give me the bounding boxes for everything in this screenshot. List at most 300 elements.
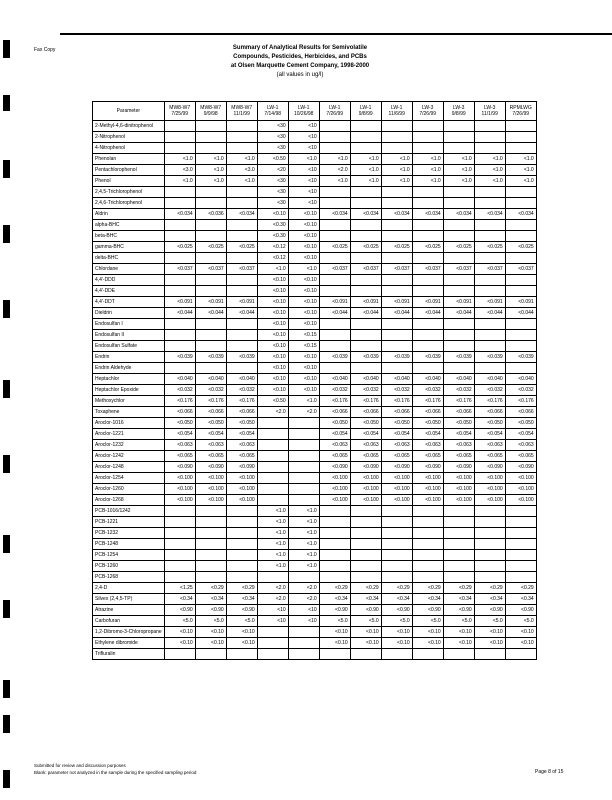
- result-value: [412, 561, 443, 572]
- result-value: [226, 330, 257, 341]
- result-value: [381, 319, 412, 330]
- result-value: [164, 253, 195, 264]
- result-value: <0.034: [164, 209, 195, 220]
- result-value: [195, 143, 226, 154]
- result-value: <30: [257, 198, 288, 209]
- result-value: <0.034: [350, 209, 381, 220]
- result-value: <0.034: [319, 209, 350, 220]
- result-value: [257, 473, 288, 484]
- result-value: <0.040: [164, 374, 195, 385]
- result-value: <1.0: [288, 528, 319, 539]
- result-value: [226, 517, 257, 528]
- table-row: [93, 506, 537, 517]
- result-value: [164, 198, 195, 209]
- result-value: <0.90: [226, 605, 257, 616]
- result-value: <0.054: [319, 429, 350, 440]
- result-value: <0.032: [195, 385, 226, 396]
- result-value: <0.100: [226, 473, 257, 484]
- table-row: [93, 418, 537, 429]
- result-value: [164, 132, 195, 143]
- parameter-name: 4,4'-DDD: [93, 275, 165, 286]
- result-value: [443, 198, 474, 209]
- result-value: [164, 121, 195, 132]
- result-value: <0.10: [381, 638, 412, 649]
- result-value: <0.044: [226, 308, 257, 319]
- result-value: [443, 275, 474, 286]
- parameter-name: 4,4'-DDT: [93, 297, 165, 308]
- result-value: <0.063: [381, 440, 412, 451]
- result-value: [164, 517, 195, 528]
- result-value: <0.100: [443, 473, 474, 484]
- result-value: [195, 319, 226, 330]
- result-value: [474, 286, 505, 297]
- result-value: [319, 220, 350, 231]
- result-value: <0.100: [505, 495, 536, 506]
- parameter-name: 2-Methyl-4,6-dinitrophenol: [93, 121, 165, 132]
- result-value: <0.176: [226, 396, 257, 407]
- result-value: [350, 220, 381, 231]
- parameter-name: 2,4-D: [93, 583, 165, 594]
- result-value: <0.90: [412, 605, 443, 616]
- table-row: [93, 176, 537, 187]
- result-value: [164, 220, 195, 231]
- footer-note: Submitted for review and discussion purposes: [34, 763, 126, 768]
- result-value: <0.29: [443, 583, 474, 594]
- table-row: [93, 220, 537, 231]
- result-value: [319, 231, 350, 242]
- result-value: [505, 539, 536, 550]
- result-value: [288, 451, 319, 462]
- scan-mark: [3, 535, 10, 553]
- parameter-name: Carbofuran: [93, 616, 165, 627]
- result-value: <0.10: [257, 297, 288, 308]
- result-value: [195, 132, 226, 143]
- result-value: <0.044: [412, 308, 443, 319]
- scan-mark: [3, 160, 10, 178]
- result-value: <0.034: [505, 209, 536, 220]
- result-value: [288, 462, 319, 473]
- result-value: <0.065: [195, 451, 226, 462]
- result-value: [319, 330, 350, 341]
- result-value: <0.037: [412, 264, 443, 275]
- result-value: <0.100: [412, 495, 443, 506]
- result-value: <5.0: [474, 616, 505, 627]
- result-value: [443, 561, 474, 572]
- result-value: <0.34: [412, 594, 443, 605]
- result-value: [505, 330, 536, 341]
- column-header: [257, 102, 288, 121]
- result-value: [443, 330, 474, 341]
- result-value: <0.34: [474, 594, 505, 605]
- result-value: <5.0: [195, 616, 226, 627]
- result-value: <30: [257, 187, 288, 198]
- parameter-name: Phenolan: [93, 154, 165, 165]
- result-value: [443, 253, 474, 264]
- result-value: <0.054: [443, 429, 474, 440]
- result-value: <0.90: [381, 605, 412, 616]
- result-value: <0.050: [412, 418, 443, 429]
- table-row: [93, 242, 537, 253]
- result-value: <0.100: [195, 473, 226, 484]
- result-value: [288, 638, 319, 649]
- scan-mark: [3, 300, 10, 318]
- result-value: <1.0: [195, 176, 226, 187]
- result-value: <2.0: [319, 165, 350, 176]
- result-value: <0.036: [195, 209, 226, 220]
- result-value: <20: [257, 165, 288, 176]
- result-value: <2.0: [288, 594, 319, 605]
- parameter-name: Heptachlor Epoxide: [93, 385, 165, 396]
- table-row: [93, 374, 537, 385]
- table-row: [93, 572, 537, 583]
- parameter-name: PCB-1221: [93, 517, 165, 528]
- result-value: <0.10: [226, 627, 257, 638]
- result-value: [257, 462, 288, 473]
- column-header-date: 10/26/98: [293, 111, 314, 117]
- result-value: [474, 330, 505, 341]
- result-value: <0.10: [350, 627, 381, 638]
- result-value: [443, 539, 474, 550]
- column-header-date: 7/26/99: [326, 111, 344, 117]
- result-value: <5.0: [226, 616, 257, 627]
- result-value: [474, 220, 505, 231]
- parameter-name: beta-BHC: [93, 231, 165, 242]
- result-value: <0.090: [226, 462, 257, 473]
- result-value: <0.100: [226, 495, 257, 506]
- parameter-name: Endosulfan I: [93, 319, 165, 330]
- result-value: [412, 517, 443, 528]
- column-header: [319, 102, 350, 121]
- result-value: [443, 363, 474, 374]
- result-value: <0.10: [505, 638, 536, 649]
- result-value: <10: [288, 165, 319, 176]
- result-value: <0.10: [443, 627, 474, 638]
- result-value: [443, 132, 474, 143]
- result-value: [226, 286, 257, 297]
- result-value: <1.0: [195, 165, 226, 176]
- result-value: <0.100: [350, 495, 381, 506]
- parameter-name: delta-BHC: [93, 253, 165, 264]
- result-value: <1.0: [257, 517, 288, 528]
- result-value: <0.090: [195, 462, 226, 473]
- table-row: [93, 649, 537, 660]
- result-value: [505, 286, 536, 297]
- result-value: [505, 528, 536, 539]
- result-value: [257, 495, 288, 506]
- result-value: <10: [288, 616, 319, 627]
- table-row: [93, 154, 537, 165]
- parameter-name: Heptachlor: [93, 374, 165, 385]
- column-header: [164, 102, 195, 121]
- result-value: [381, 275, 412, 286]
- result-value: <0.065: [474, 451, 505, 462]
- result-value: [474, 550, 505, 561]
- result-value: <0.050: [505, 418, 536, 429]
- result-value: <0.10: [443, 638, 474, 649]
- result-value: <0.032: [412, 385, 443, 396]
- result-value: [505, 561, 536, 572]
- result-value: <0.065: [164, 451, 195, 462]
- result-value: <0.040: [319, 374, 350, 385]
- result-value: <0.037: [505, 264, 536, 275]
- result-value: <0.039: [443, 352, 474, 363]
- column-header-well: MW8-W7: [169, 105, 191, 111]
- result-value: <0.066: [474, 407, 505, 418]
- result-value: <0.025: [195, 242, 226, 253]
- result-value: [381, 286, 412, 297]
- result-value: <1.0: [257, 264, 288, 275]
- result-value: <0.090: [505, 462, 536, 473]
- result-value: [412, 363, 443, 374]
- result-value: [350, 572, 381, 583]
- parameter-name: Endosulfan Sulfate: [93, 341, 165, 352]
- result-value: [474, 539, 505, 550]
- result-value: [474, 187, 505, 198]
- result-value: <0.040: [474, 374, 505, 385]
- result-value: <0.10: [474, 638, 505, 649]
- result-value: <0.34: [195, 594, 226, 605]
- result-value: <0.10: [319, 638, 350, 649]
- parameter-name: alpha-BHC: [93, 220, 165, 231]
- table-row: [93, 286, 537, 297]
- result-value: <0.066: [319, 407, 350, 418]
- result-value: <0.032: [350, 385, 381, 396]
- parameter-name: Methoxychlor: [93, 396, 165, 407]
- column-header-well: LW-3: [483, 105, 496, 111]
- result-value: <10: [288, 132, 319, 143]
- result-value: <0.065: [381, 451, 412, 462]
- result-value: [319, 132, 350, 143]
- result-value: [381, 231, 412, 242]
- result-value: <0.176: [195, 396, 226, 407]
- result-value: <0.063: [412, 440, 443, 451]
- result-value: <0.050: [381, 418, 412, 429]
- result-value: [474, 341, 505, 352]
- result-value: <0.10: [164, 638, 195, 649]
- result-value: [443, 572, 474, 583]
- column-header-well: LW-3: [452, 105, 465, 111]
- result-value: <0.100: [412, 484, 443, 495]
- result-value: <0.044: [505, 308, 536, 319]
- column-header-well: MW8-W7: [231, 105, 253, 111]
- result-value: [505, 572, 536, 583]
- table-row: [93, 319, 537, 330]
- result-value: <0.100: [350, 484, 381, 495]
- result-value: [164, 561, 195, 572]
- result-value: <1.0: [381, 176, 412, 187]
- result-value: <0.040: [412, 374, 443, 385]
- result-value: [350, 275, 381, 286]
- result-value: <0.30: [257, 220, 288, 231]
- result-value: [350, 231, 381, 242]
- result-value: <0.032: [505, 385, 536, 396]
- table-row: [93, 495, 537, 506]
- result-value: <0.091: [505, 297, 536, 308]
- result-value: [381, 220, 412, 231]
- result-value: <0.090: [443, 462, 474, 473]
- result-value: <0.100: [443, 495, 474, 506]
- table-row: [93, 627, 537, 638]
- table-row: [93, 561, 537, 572]
- result-value: <0.34: [319, 594, 350, 605]
- result-value: [350, 330, 381, 341]
- result-value: [412, 341, 443, 352]
- result-value: [505, 363, 536, 374]
- result-value: <1.0: [288, 517, 319, 528]
- parameter-name: Aroclor-1254: [93, 473, 165, 484]
- parameter-name: Silvex (2,4,5-TP): [93, 594, 165, 605]
- result-value: <0.039: [319, 352, 350, 363]
- result-value: <0.037: [381, 264, 412, 275]
- result-value: [319, 572, 350, 583]
- result-value: [226, 187, 257, 198]
- parameter-name: Toxaphene: [93, 407, 165, 418]
- result-value: [164, 539, 195, 550]
- result-value: <2.0: [288, 583, 319, 594]
- result-value: <0.10: [288, 209, 319, 220]
- result-value: [412, 550, 443, 561]
- result-value: <1.0: [257, 550, 288, 561]
- result-value: <0.090: [164, 462, 195, 473]
- result-value: [319, 528, 350, 539]
- result-value: <1.0: [257, 539, 288, 550]
- table-row: [93, 396, 537, 407]
- result-value: [257, 451, 288, 462]
- result-value: <0.34: [443, 594, 474, 605]
- table-row: [93, 132, 537, 143]
- result-value: <0.040: [443, 374, 474, 385]
- result-value: <0.100: [195, 484, 226, 495]
- result-value: <0.176: [350, 396, 381, 407]
- parameter-name: Chlordane: [93, 264, 165, 275]
- result-value: <0.044: [164, 308, 195, 319]
- result-value: <1.0: [350, 154, 381, 165]
- result-value: <0.176: [412, 396, 443, 407]
- title-line: at Olsen Marquette Cement Company, 1998-2000: [230, 63, 370, 69]
- scan-mark: [3, 40, 10, 58]
- result-value: [195, 506, 226, 517]
- result-value: <30: [257, 132, 288, 143]
- parameter-name: Dieldrin: [93, 308, 165, 319]
- result-value: <0.10: [257, 319, 288, 330]
- result-value: <0.063: [226, 440, 257, 451]
- table-body: [93, 121, 537, 660]
- title-line: Compounds, Pesticides, Herbicides, and PCBs: [233, 54, 367, 60]
- parameter-name: 2-Nitrophenol: [93, 132, 165, 143]
- parameter-name: Endrin: [93, 352, 165, 363]
- result-value: [257, 418, 288, 429]
- column-header: [350, 102, 381, 121]
- result-value: <0.176: [505, 396, 536, 407]
- result-value: <0.066: [505, 407, 536, 418]
- parameter-name: Aroclor-1232: [93, 440, 165, 451]
- result-value: <1.0: [288, 550, 319, 561]
- result-value: <0.10: [288, 275, 319, 286]
- column-header-parameter: [93, 102, 165, 121]
- result-value: <0.100: [412, 473, 443, 484]
- result-value: [505, 253, 536, 264]
- result-value: [381, 561, 412, 572]
- column-header-well: RPMLWG: [509, 105, 532, 111]
- result-value: <0.091: [443, 297, 474, 308]
- result-value: <0.10: [257, 286, 288, 297]
- result-value: <1.0: [412, 165, 443, 176]
- result-value: <0.034: [474, 209, 505, 220]
- result-value: <0.90: [474, 605, 505, 616]
- table-row: [93, 429, 537, 440]
- result-value: [505, 649, 536, 660]
- result-value: [412, 198, 443, 209]
- result-value: <0.040: [195, 374, 226, 385]
- result-value: [350, 539, 381, 550]
- result-value: [319, 363, 350, 374]
- result-value: [412, 231, 443, 242]
- result-value: [412, 253, 443, 264]
- result-value: [288, 649, 319, 660]
- result-value: [288, 429, 319, 440]
- result-value: <0.090: [474, 462, 505, 473]
- result-value: <0.90: [350, 605, 381, 616]
- result-value: [412, 187, 443, 198]
- result-value: <0.10: [288, 297, 319, 308]
- result-value: <0.039: [350, 352, 381, 363]
- result-value: [412, 528, 443, 539]
- result-value: <0.063: [164, 440, 195, 451]
- result-value: [412, 275, 443, 286]
- result-value: [164, 341, 195, 352]
- column-header-well: MW8-W7: [200, 105, 222, 111]
- result-value: <1.0: [350, 165, 381, 176]
- result-value: <0.054: [350, 429, 381, 440]
- result-value: <0.034: [443, 209, 474, 220]
- result-value: <1.25: [164, 583, 195, 594]
- result-value: <0.34: [505, 594, 536, 605]
- result-value: [319, 341, 350, 352]
- result-value: [226, 198, 257, 209]
- column-header: [381, 102, 412, 121]
- table-row: [93, 440, 537, 451]
- result-value: <1.0: [474, 165, 505, 176]
- result-value: <0.025: [412, 242, 443, 253]
- parameter-name: 2,4,5-Trichlorophenol: [93, 187, 165, 198]
- result-value: [195, 286, 226, 297]
- result-value: [474, 517, 505, 528]
- result-value: <0.10: [474, 627, 505, 638]
- result-value: [164, 506, 195, 517]
- result-value: [164, 143, 195, 154]
- result-value: [226, 319, 257, 330]
- parameter-name: Atrazine: [93, 605, 165, 616]
- result-value: [505, 132, 536, 143]
- result-value: <0.100: [226, 484, 257, 495]
- result-value: <0.066: [226, 407, 257, 418]
- result-value: [443, 187, 474, 198]
- column-header: [195, 102, 226, 121]
- parameter-name: Aroclor-1016: [93, 418, 165, 429]
- result-value: [319, 319, 350, 330]
- table-row: [93, 308, 537, 319]
- result-value: <1.0: [412, 154, 443, 165]
- result-value: <0.037: [350, 264, 381, 275]
- result-value: <0.032: [164, 385, 195, 396]
- parameter-name: 4,4'-DDE: [93, 286, 165, 297]
- table-row: [93, 121, 537, 132]
- table-row: [93, 451, 537, 462]
- result-value: [443, 319, 474, 330]
- table-row: [93, 638, 537, 649]
- result-value: [257, 572, 288, 583]
- result-value: [474, 649, 505, 660]
